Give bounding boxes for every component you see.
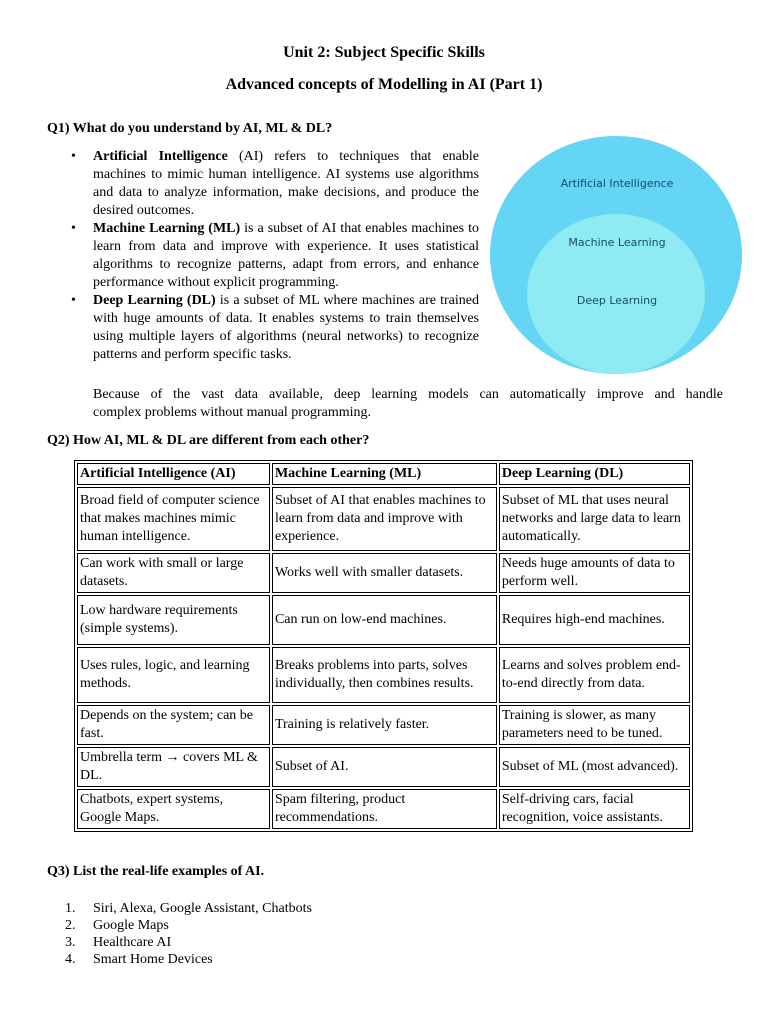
definition-ai — [67, 148, 479, 220]
table-cell: Broad field of computer science that makes machines mimic human intelligence. — [77, 487, 270, 551]
table-row — [77, 553, 690, 593]
list-item: 3. Healthcare AI — [65, 935, 172, 950]
table-row — [77, 705, 690, 745]
definition-text: (AI) refers to techniques that enable machines to mimic human intelligence. AI systems use algorithms and data to analyze information, make decisions, and produce the desired outcomes. — [93, 149, 479, 218]
question-2-heading: Q2) How AI, ML & DL are different from each other? — [47, 433, 370, 448]
table-row — [77, 595, 690, 645]
definition-text: is a subset of ML where machines are trained with huge amounts of data. It enables systems to train themselves using multiple layers of algorithms (neural networks) to recognize patterns and perform specific tasks. — [93, 293, 479, 362]
table-cell: Requires high-end machines. — [499, 595, 690, 645]
list-item-text: Siri, Alexa, Google Assistant, Chatbots — [93, 901, 312, 916]
ai-ml-dl-diagram — [490, 136, 744, 376]
table-cell: Learns and solves problem end-to-end directly from data. — [499, 647, 690, 703]
table-row — [77, 487, 690, 551]
definition-text: is a subset of AI that enables machines to learn from data and improve with experience. It uses statistical algorithms to recognize patterns, adapt from errors, and enhance performance without explicit programming. — [93, 221, 479, 290]
dl-circle-label: Deep Learning — [576, 294, 658, 307]
table-cell: Uses rules, logic, and learning methods. — [77, 647, 270, 703]
list-item-text: Google Maps — [93, 918, 169, 933]
note-line: Because of the vast data available, deep learning models can automatically improve and handle — [93, 387, 723, 402]
header-ai: Artificial Intelligence (AI) — [77, 463, 270, 485]
table-cell: Breaks problems into parts, solves individually, then combines results. — [272, 647, 497, 703]
list-item: 1. Siri, Alexa, Google Assistant, Chatbots — [65, 901, 312, 916]
table-row — [77, 789, 690, 829]
question-1-heading: Q1) What do you understand by AI, ML & DL? — [47, 121, 333, 136]
definition-ml — [67, 220, 479, 292]
list-item-text: Smart Home Devices — [93, 952, 213, 967]
header-dl: Deep Learning (DL) — [499, 463, 690, 485]
table-cell: Works well with smaller datasets. — [272, 553, 497, 593]
bullet-icon: • — [71, 149, 76, 164]
table-cell: Subset of AI that enables machines to learn from data and improve with experience. — [272, 487, 497, 551]
definition-dl — [67, 292, 479, 364]
table-cell: Training is relatively faster. — [272, 705, 497, 745]
list-item-text: Healthcare AI — [93, 935, 172, 950]
question-3-heading: Q3) List the real-life examples of AI. — [47, 864, 265, 879]
table-header-row — [77, 463, 690, 485]
table-row — [77, 747, 690, 787]
table-cell: Low hardware requirements (simple systems). — [77, 595, 270, 645]
examples-list — [65, 900, 312, 968]
deep-learning-note — [93, 386, 723, 422]
ai-circle-label: Artificial Intelligence — [560, 177, 674, 190]
table-cell: Can run on low-end machines. — [272, 595, 497, 645]
bullet-icon: • — [71, 221, 76, 236]
unit-title: Unit 2: Subject Specific Skills — [283, 44, 485, 61]
definition-term: Artificial Intelligence — [93, 149, 228, 164]
definition-list — [67, 148, 479, 364]
table-cell: Spam filtering, product recommendations. — [272, 789, 497, 829]
ml-circle-label: Machine Learning — [568, 236, 666, 249]
list-item: 2. Google Maps — [65, 918, 169, 933]
definition-term: Machine Learning (ML) — [93, 221, 241, 236]
definition-term: Deep Learning (DL) — [93, 293, 216, 308]
table-cell: Can work with small or large datasets. — [77, 553, 270, 593]
table-cell: Umbrella term → covers ML & DL. — [77, 747, 270, 787]
table-cell: Subset of ML (most advanced). — [499, 747, 690, 787]
table-cell: Self-driving cars, facial recognition, voice assistants. — [499, 789, 690, 829]
table-cell: Chatbots, expert systems, Google Maps. — [77, 789, 270, 829]
table-cell: Depends on the system; can be fast. — [77, 705, 270, 745]
comparison-table — [74, 460, 693, 832]
note-line: complex problems without manual programming. — [93, 405, 372, 420]
table-cell: Needs huge amounts of data to perform well. — [499, 553, 690, 593]
header-ml: Machine Learning (ML) — [272, 463, 497, 485]
table-cell: Subset of ML that uses neural networks and large data to learn automatically. — [499, 487, 690, 551]
table-cell: Subset of AI. — [272, 747, 497, 787]
bullet-icon: • — [71, 293, 76, 308]
table-cell: Training is slower, as many parameters need to be tuned. — [499, 705, 690, 745]
table-row — [77, 647, 690, 703]
document-title: Advanced concepts of Modelling in AI (Part 1) — [225, 76, 543, 93]
list-item: 4. Smart Home Devices — [65, 952, 213, 967]
